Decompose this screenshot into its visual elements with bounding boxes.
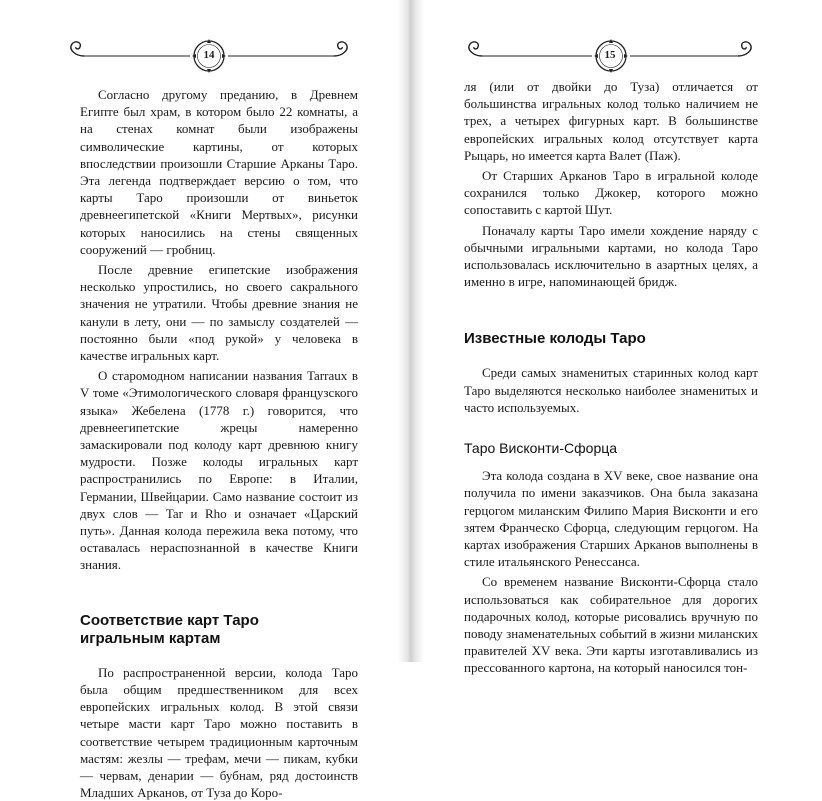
paragraph: После древние египетские изображения несколько упростились, но своего сакрального значения не утратили. Чтобы древние знания не канули в лету, они — по замыслу создателей — постоянно были «под рукой» у человека в качестве игральных карт. bbox=[80, 262, 358, 364]
section-heading-line: Соответствие карт Таро bbox=[80, 611, 259, 629]
left-page bbox=[0, 0, 398, 801]
paragraph: По распространенной версии, колода Таро была общим предшественником для всех европейских игральных колод. В этой связи четыре масти карт Таро можно поставить в соответствие четырем традиционным карточным мастям: жезлы — трефам, мечи — пикам, кубки — червам, денарии — бубнам, ряд достоинств Младших Арканов, от Туза до Коро- bbox=[80, 664, 358, 801]
paragraph: Среди самых знаменитых старинных колод карт Таро выделяются несколько наиболее знаменитых и часто используемых. bbox=[464, 365, 758, 415]
paragraph: Со временем название Висконти-Сфорца стало использоваться как собирательное для дорогих подарочных колод, которые рисовались вручную по поводу знаменательных событий в жизни миланских правителей XV века. Эти карты изготавливались из прессованного картона, на который наносился тон- bbox=[464, 574, 758, 676]
section-heading: Известные колоды Таро bbox=[464, 330, 646, 348]
paragraph: Поначалу карты Таро имели хождение наряду с обычными игральными картами, но колода Таро использовалась исключительно в азартных целях, а именно в игре, напоминающей бридж. bbox=[464, 222, 758, 290]
page-number: 14 bbox=[203, 49, 215, 61]
paragraph: ля (или от двойки до Туза) отличается от большинства игральных колод только наличием не трех, а четырех фигурных карт. В большинстве европейских игральных колод отсутствует карта Рыцарь, но имеется карта Валет (Паж). bbox=[464, 79, 758, 163]
book-gutter bbox=[398, 0, 424, 662]
paragraph: От Старших Арканов Таро в игральной колоде сохранился только Джокер, которого можно сопоставить с картой Шут. bbox=[464, 168, 758, 218]
left-page-header bbox=[62, 36, 356, 76]
paragraph: Согласно другому преданию, в Древнем Египте был храм, в котором было 22 комнаты, а на стенах комнат были изображены символические картины, от которых впоследствии произошли Старшие Арканы Таро. Эта легенда подтверждает версию о том, что карты Таро произошли от виньеток древнеегипетской «Книги Мертвых», рисунки которых наносились на стены священных сооружений — гробниц. bbox=[80, 87, 358, 257]
paragraph: Эта колода создана в XV веке, свое название она получила по имени заказчиков. Она была заказана герцогом миланским Филипо Мария Висконти и его зятем Франческо Сфорца, следующим герцогом. На картах изображения Старших Арканов выполнены в стиле итальянского Ренессанса. bbox=[464, 468, 758, 570]
section-heading bbox=[80, 612, 358, 648]
right-page-text bbox=[464, 78, 758, 677]
section-heading-line: игральным картам bbox=[80, 629, 221, 647]
subsection-heading: Таро Висконти-Сфорца bbox=[464, 440, 618, 457]
left-page-text bbox=[80, 86, 358, 801]
paragraph: О старомодном написании названия Tarraux в V томе «Этимологического словаря французского языка» Жебелена (1778 г.) говорится, что древнеегипетские жрецы намеренно замаскировали под колоду карт древнюю книгу мудрости. Позже колоды игральных карт распространились по Европе: в Италии, Германии, Швейцарии. Само название состоит из двух слов — Tar и Rho и означает «Царский путь». Данная колода пережила века потому, что оставалась нераспознанной в качестве Книги знания. bbox=[80, 368, 358, 573]
right-page bbox=[424, 0, 822, 676]
right-page-header bbox=[460, 36, 760, 76]
page-number: 15 bbox=[604, 49, 616, 61]
